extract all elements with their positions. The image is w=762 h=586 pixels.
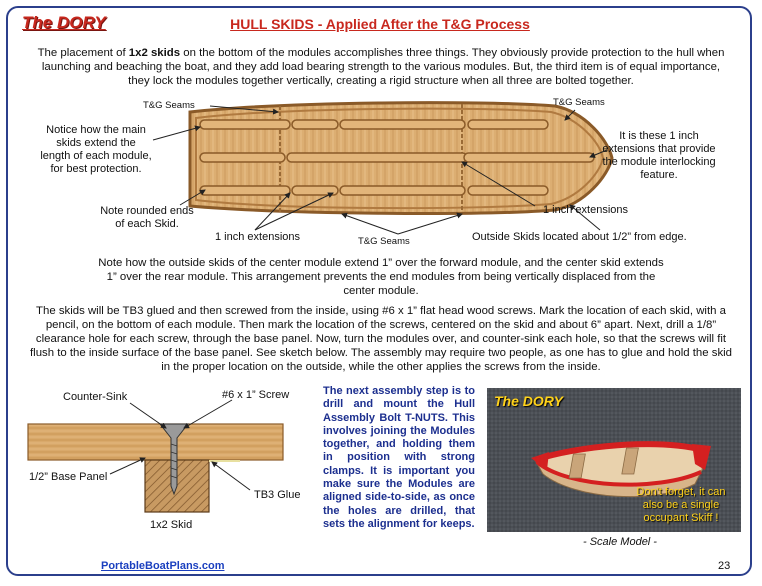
intro-text-start: The placement of: [37, 47, 129, 59]
label-outside-skids: Outside Skids located about 1/2” from edge.: [472, 231, 687, 243]
photo-caption: Don't forget, it can also be a single occupant Skiff !: [636, 486, 726, 524]
intro-text-end: on the bottom of the modules accomplishes three things. They obviously provide protection to the hull when launching and beaching the boat, and they add load bearing strength to the various modules. But, the third item is of equal importance, they lock the modules together vertically, creating a rigid structure when all three are bolted together.: [41, 47, 725, 87]
instructions-paragraph: The skids will be TB3 glued and then screwed from the inside, using #6 x 1” flat head wood screws. Mark the location of each skid, with a pencil, on the bottom of each module. Then mark the location of the screws, centered on the skid and about 6” apart. Next, drill a 1/8” clearance hole for each screw, through the base panel. Now, turn the modules over, and counter-sink each hole, so that the screws will fit flush to the inside surface of the base panel. See sketch below. The assembly may require two people, as one has to glue and hold the skid in the proper location on the outside, while the other applies the screws from the inside.: [30, 305, 733, 373]
intro-bold-term: 1x2 skids: [128, 47, 181, 59]
page-title: HULL SKIDS - Applied After the T&G Process: [230, 16, 530, 32]
center-module-note: Note how the outside skids of the center module extend 1” over the forward module, and the center skid extends 1” over the rear module. This arrangement prevents the end modules from being vertically displaced from the center module.: [98, 257, 664, 297]
label-tg-seams-bottom: T&G Seams: [358, 236, 410, 247]
label-screw: #6 x 1” Screw: [222, 389, 290, 401]
scale-model-caption: - Scale Model -: [583, 536, 657, 548]
note-interlocking: It is these 1 inch extensions that provide the module interlocking feature.: [602, 130, 716, 181]
countersink-sketch: [28, 400, 283, 512]
photo-brand: The DORY: [494, 393, 563, 409]
label-tb3-glue: TB3 Glue: [254, 489, 301, 501]
label-ext-left: 1 inch extensions: [215, 231, 300, 243]
label-tg-seams-top-left: T&G Seams: [143, 100, 195, 111]
label-ext-right: 1 inch extensions: [543, 204, 628, 216]
base-panel-plank: [28, 424, 283, 460]
note-main-skids: Notice how the main skids extend the length of each module, for best protection.: [40, 124, 152, 175]
label-tg-seams-top-right: T&G Seams: [553, 97, 605, 108]
label-base-panel: 1/2” Base Panel: [29, 471, 108, 483]
label-skid: 1x2 Skid: [150, 519, 193, 531]
next-step-paragraph: The next assembly step is to drill and mount the Hull Assembly Bolt T-NUTS. This involves joining the Modules together, and holding them in position with strong clamps. It is important you make sure the Modules are aligned side-to-side, as once the holes are drilled, that sets the alignment for keeps.: [323, 385, 475, 530]
scale-model-photo: [487, 388, 741, 532]
website-link[interactable]: PortableBoatPlans.com: [101, 560, 225, 572]
brand-title: The DORY: [22, 13, 106, 32]
label-countersink: Counter-Sink: [63, 391, 128, 403]
page-number: 23: [718, 560, 731, 572]
note-rounded-ends: Note rounded ends of each Skid.: [100, 205, 194, 230]
